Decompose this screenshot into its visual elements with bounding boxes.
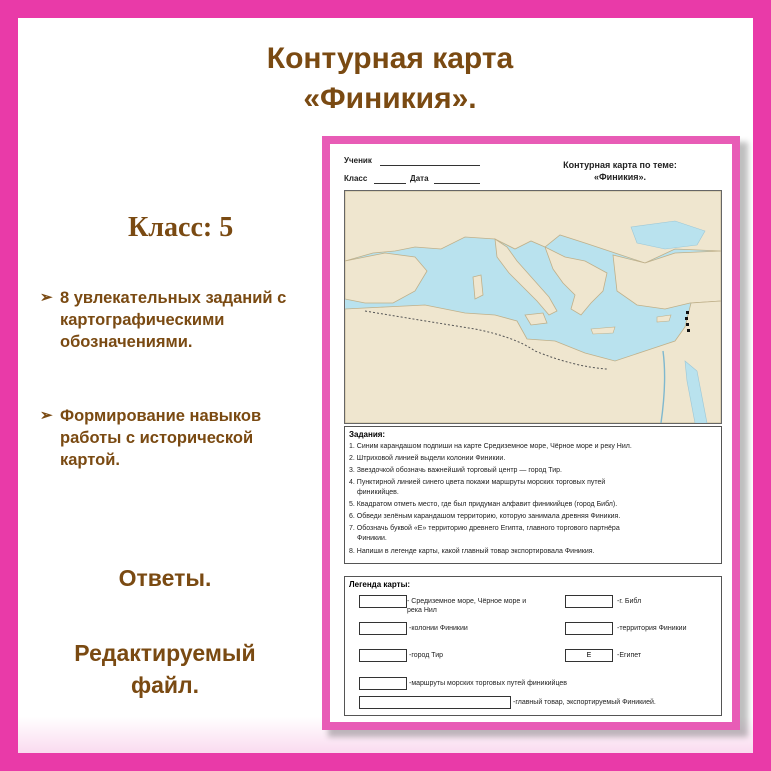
task-item: 7. Обозначь буквой «Е» территорию древнего Египта, главного торгового партнёра	[349, 525, 620, 532]
legend-text-territory: -территория Финикии	[617, 625, 687, 632]
class-label: Класс	[344, 174, 368, 183]
editable-line2: файл.	[130, 672, 200, 698]
legend-swatch[interactable]	[359, 649, 407, 662]
mediterranean-map	[344, 190, 722, 424]
worksheet-heading-line1: Контурная карта по теме:	[563, 160, 677, 170]
tasks-box	[344, 426, 722, 564]
legend-text-routes: -маршруты морских торговых путей финикийцев	[409, 680, 567, 687]
legend-swatch[interactable]	[359, 595, 407, 608]
legend-text-sea-line1: - Средиземное море, Чёрное море и	[407, 598, 527, 605]
legend-text-tyre: -город Тир	[409, 652, 444, 659]
task-item: 5. Квадратом отметь место, где был придуман алфавит финикийцев (город Библ).	[349, 501, 618, 508]
answers-label: Ответы.	[118, 565, 212, 591]
editable-line1: Редактируемый	[74, 640, 256, 666]
feature-text: 8 увлекательных заданий с картографическими обозначениями.	[60, 289, 287, 351]
task-item: 3. Звездочкой обозначь важнейший торговый центр — город Тир.	[349, 467, 563, 474]
grade-label: Класс: 5	[128, 212, 234, 243]
feature-bullet	[40, 287, 310, 353]
editable-label	[40, 637, 290, 701]
student-label: Ученик	[344, 156, 372, 165]
feature-text: Формирование навыков работы с исторической картой.	[60, 407, 262, 469]
map-drawing	[345, 191, 721, 423]
legend-text-sea	[407, 597, 526, 615]
page-title-line1: Контурная карта	[266, 42, 514, 75]
worksheet-heading	[520, 159, 720, 183]
feature-bullet	[40, 405, 310, 471]
legend-text-egypt: -Египет	[617, 652, 642, 659]
legend-swatch[interactable]	[565, 622, 613, 635]
worksheet-preview	[322, 136, 740, 730]
date-label: Дата	[410, 174, 429, 183]
worksheet-paper	[330, 144, 732, 722]
task-item: 1. Синим карандашом подпиши на карте Средиземное море, Чёрное море и реку Нил.	[349, 443, 632, 450]
legend-swatch-export[interactable]	[359, 696, 511, 709]
legend-swatch[interactable]	[359, 622, 407, 635]
worksheet-heading-line2: «Финикия».	[594, 172, 646, 182]
page-title-line2: «Финикия».	[303, 82, 477, 115]
task-item: Финикии.	[357, 535, 387, 542]
legend-text-byblos: -г. Библ	[617, 598, 642, 605]
legend-swatch[interactable]	[359, 677, 407, 690]
tasks-header: Задания:	[349, 430, 386, 439]
legend-swatch[interactable]	[565, 595, 613, 608]
task-item: 2. Штриховой линией выдели колонии Финикии.	[349, 455, 506, 462]
date-line	[434, 183, 480, 184]
task-item: 6. Обведи зелёным карандашом территорию, которую занимала древняя Финикия.	[349, 513, 621, 520]
arrow-bullet-icon: ➢	[40, 407, 53, 424]
legend-swatch-egypt[interactable]: Е	[565, 649, 613, 662]
legend-text-sea-line2: река Нил	[407, 607, 437, 614]
legend-box	[344, 576, 722, 716]
arrow-bullet-icon: ➢	[40, 289, 53, 306]
legend-text-export: -главный товар, экспортируемый Финикией.	[513, 699, 656, 706]
legend-text-colonies: -колонии Финикии	[409, 625, 468, 632]
task-item: 4. Пунктирной линией синего цвета покажи маршруты морских торговых путей	[349, 479, 606, 486]
student-line	[380, 165, 480, 166]
legend-header: Легенда карты:	[349, 580, 411, 589]
task-item: финикийцев.	[357, 489, 399, 496]
class-line	[374, 183, 406, 184]
task-item: 8. Напиши в легенде карты, какой главный товар экспортировала Финикия.	[349, 548, 595, 555]
